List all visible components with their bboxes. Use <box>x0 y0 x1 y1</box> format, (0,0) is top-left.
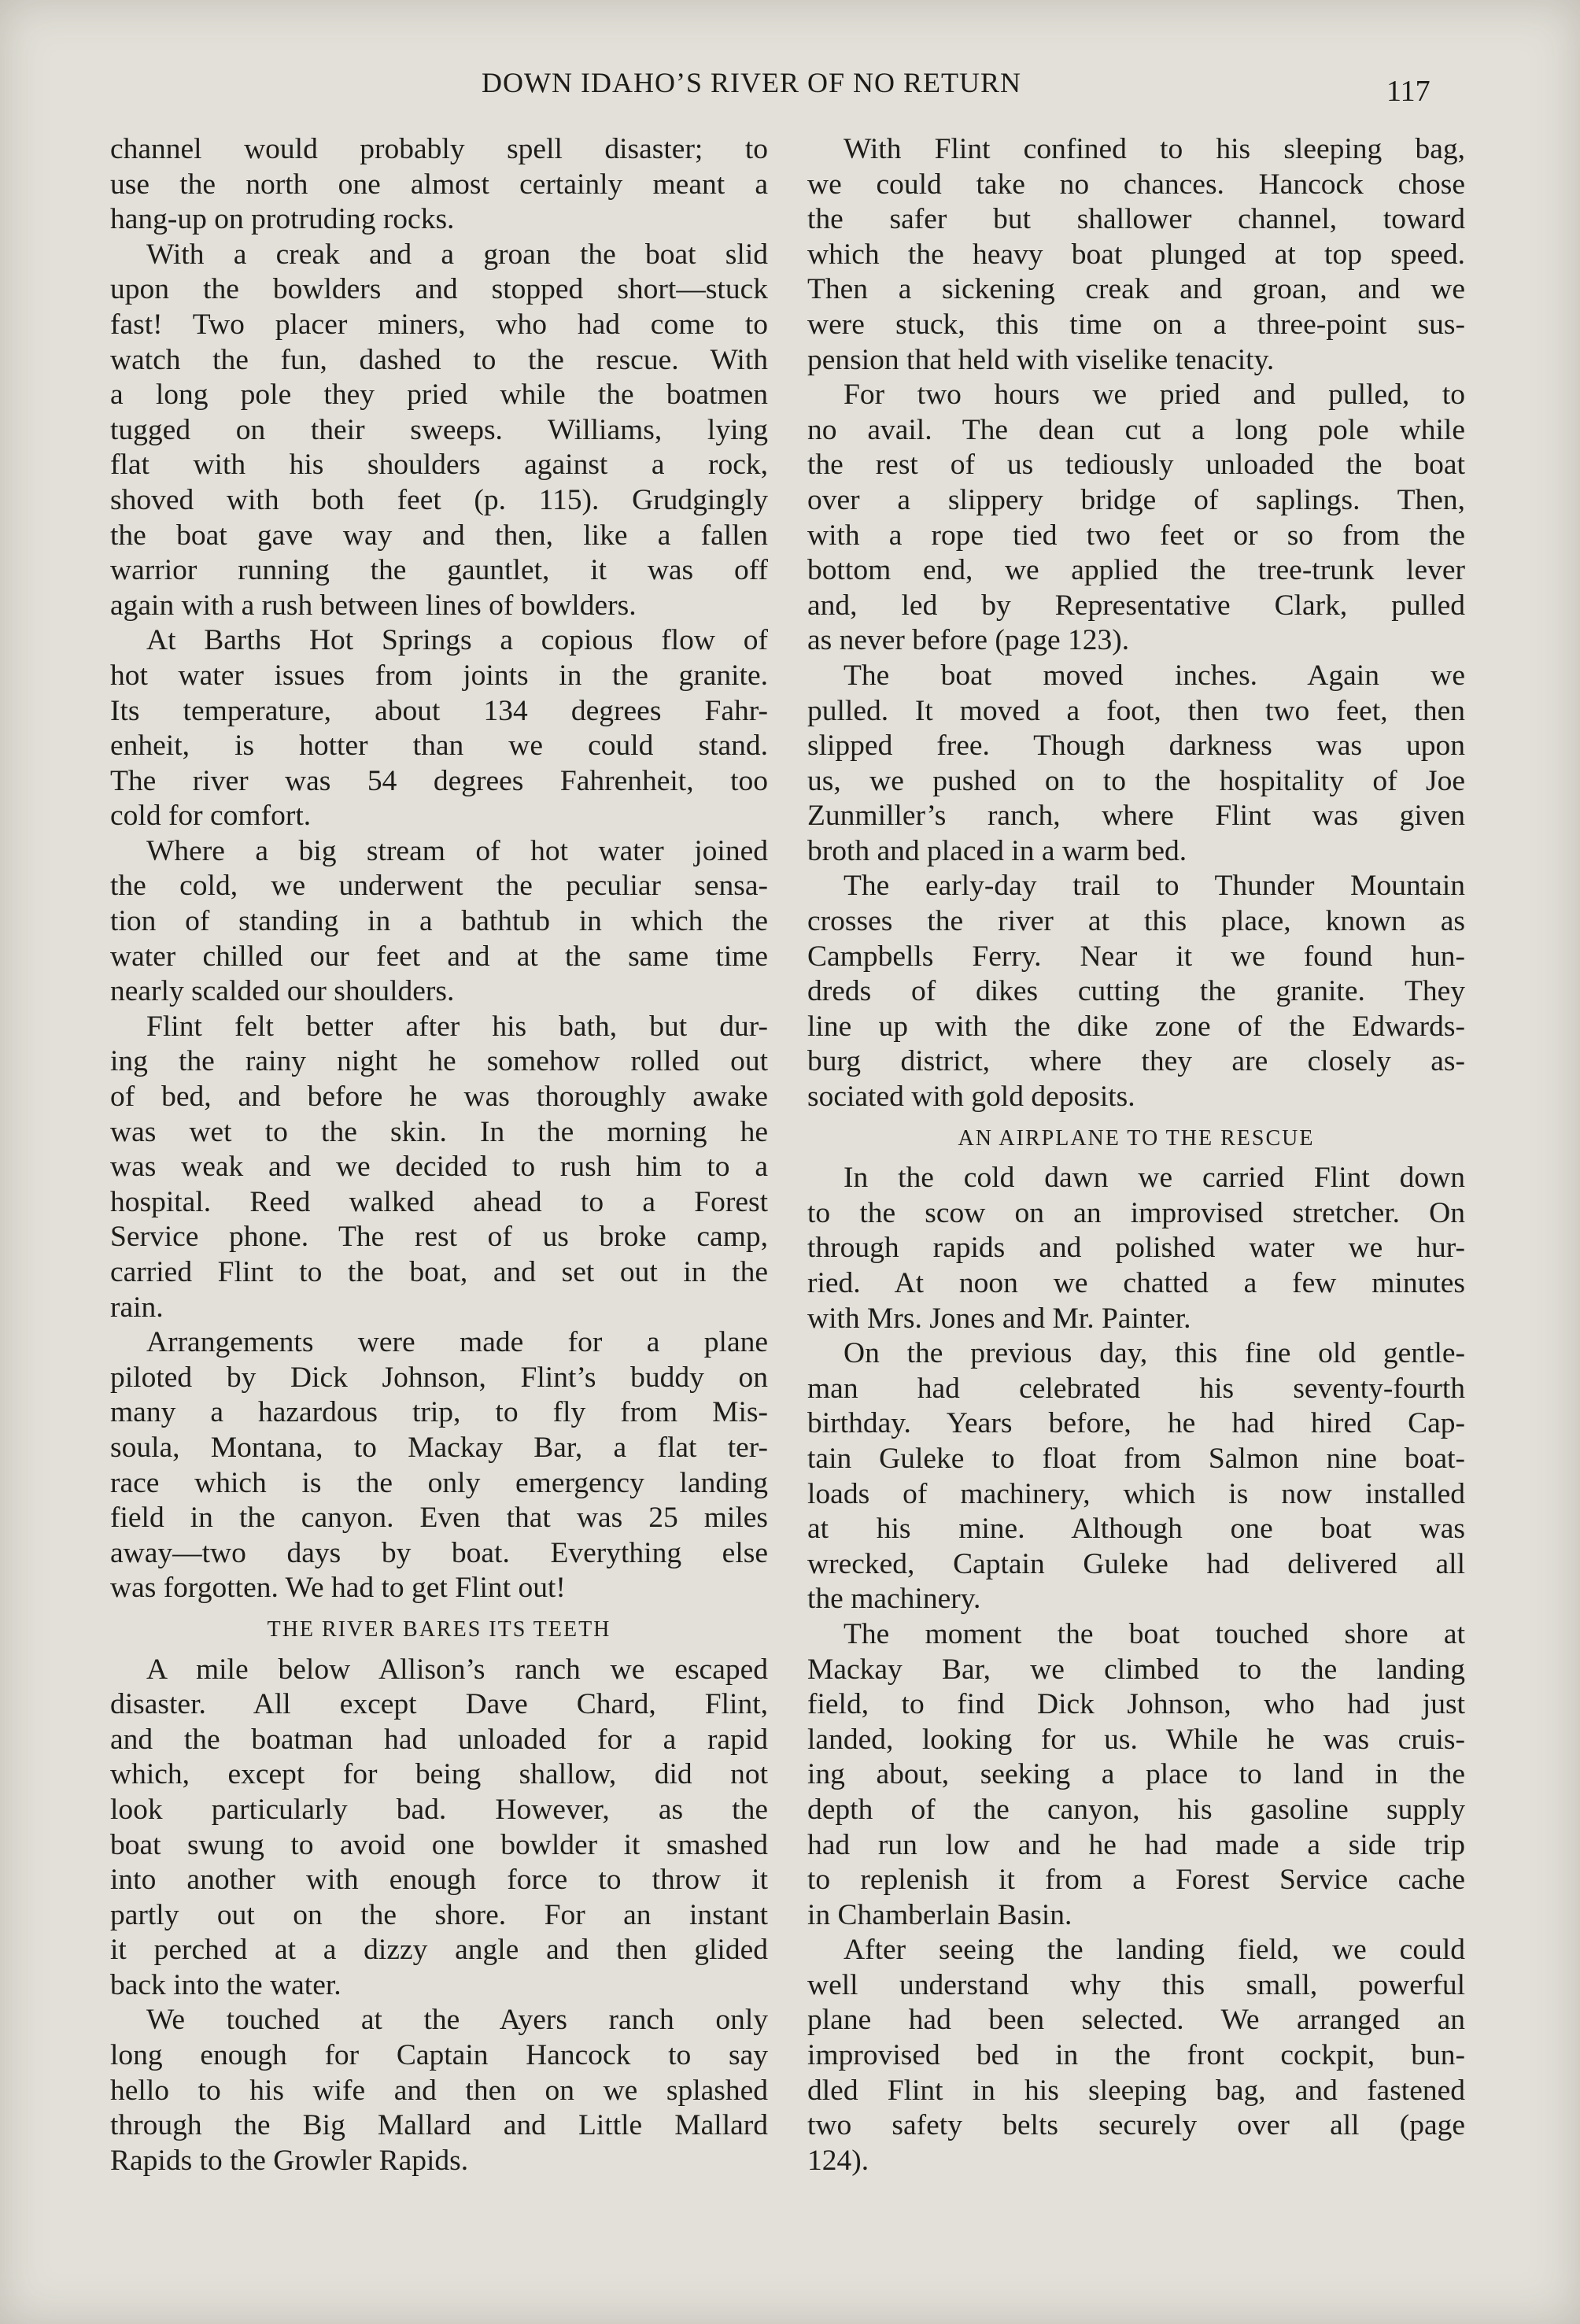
text-line: Where a big stream of hot water joined <box>146 834 768 867</box>
text-line: watch the fun, dashed to the rescue. With <box>110 343 768 376</box>
text-line: tion of standing in a bathtub in which the <box>110 905 768 938</box>
text-line: line up with the dike zone of the Edwards- <box>807 1010 1465 1043</box>
paragraph <box>807 132 1465 378</box>
text-line: enheit, is hotter than we could stand. <box>110 730 768 763</box>
paragraph <box>807 869 1465 1114</box>
text-line: Rapids to the Growler Rapids. <box>110 2144 469 2177</box>
text-line: upon the bowlders and stopped short—stuck <box>110 273 768 306</box>
text-line: landed, looking for us. While he was cruis- <box>807 1723 1465 1756</box>
text-line: In the cold dawn we carried Flint down <box>844 1162 1465 1195</box>
text-line: we could take no chances. Hancock chose <box>807 168 1465 201</box>
text-line: with a rope tied two feet or so from the <box>807 519 1465 552</box>
text-line: over a slippery bridge of saplings. Then, <box>807 483 1465 516</box>
text-line: again with a rush between lines of bowlders. <box>110 589 637 622</box>
text-line: through rapids and polished water we hur- <box>807 1232 1465 1265</box>
text-line: partly out on the shore. For an instant <box>110 1898 768 1931</box>
text-line: shoved with both feet (p. 115). Grudgingly <box>110 483 768 516</box>
section-heading: THE RIVER BARES ITS TEETH <box>267 1616 611 1642</box>
text-line: use the north one almost certainly meant a <box>110 168 768 201</box>
text-line: many a hazardous trip, to fly from Mis- <box>110 1396 768 1429</box>
text-line: tugged on their sweeps. Williams, lying <box>110 413 768 446</box>
section-heading: AN AIRPLANE TO THE RESCUE <box>958 1125 1315 1151</box>
text-line: it perched at a dizzy angle and then glided <box>110 1934 768 1967</box>
paragraph <box>807 1336 1465 1617</box>
text-line: the safer but shallower channel, toward <box>807 203 1465 236</box>
text-line: improvised bed in the front cockpit, bun- <box>807 2039 1465 2072</box>
text-line: the rest of us tediously unloaded the boat <box>807 449 1465 482</box>
text-line: back into the water. <box>110 1968 341 2001</box>
text-line: warrior running the gauntlet, it was off <box>110 554 768 587</box>
paragraph <box>807 1933 1465 2178</box>
text-line: a long pole they pried while the boatmen <box>110 379 768 412</box>
text-line: as never before (page 123). <box>807 624 1130 657</box>
paragraph <box>110 2003 768 2178</box>
running-head: DOWN IDAHO’S RIVER OF NO RETURN <box>482 67 1021 98</box>
page-number: 117 <box>1386 75 1430 108</box>
text-line: boat swung to avoid one bowlder it smashed <box>110 1828 768 1861</box>
text-line: water chilled our feet and at the same time <box>110 940 768 973</box>
text-line: into another with enough force to throw it <box>110 1864 768 1897</box>
text-line: and, led by Representative Clark, pulled <box>807 589 1465 622</box>
text-line: carried Flint to the boat, and set out in the <box>110 1256 768 1288</box>
text-line: to replenish it from a Forest Service cache <box>807 1864 1465 1897</box>
text-line: The boat moved inches. Again we <box>844 659 1465 692</box>
paragraph <box>807 1161 1465 1336</box>
text-line: pulled. It moved a foot, then two feet, then <box>807 694 1465 727</box>
paragraph <box>110 623 768 834</box>
paragraph <box>807 1617 1465 1933</box>
text-line: Arrangements were made for a plane <box>146 1326 768 1359</box>
text-line: through the Big Mallard and Little Mallard <box>110 2109 768 2142</box>
text-line: in Chamberlain Basin. <box>807 1898 1072 1931</box>
text-line: soula, Montana, to Mackay Bar, a flat ter- <box>110 1431 768 1464</box>
text-line: and the boatman had unloaded for a rapid <box>110 1723 768 1756</box>
text-line: field, to find Dick Johnson, who had just <box>807 1688 1465 1721</box>
right-column <box>807 132 1465 2178</box>
text-line: With a creak and a groan the boat slid <box>146 238 768 271</box>
left-column <box>110 132 768 2178</box>
text-line: was weak and we decided to rush him to a <box>110 1151 768 1184</box>
text-line: with Mrs. Jones and Mr. Painter. <box>807 1302 1191 1335</box>
text-line: had run low and he had made a side trip <box>807 1828 1465 1861</box>
text-line: flat with his shoulders against a rock, <box>110 449 768 482</box>
text-line: broth and placed in a warm bed. <box>807 834 1187 867</box>
text-line: ing about, seeking a place to land in the <box>807 1758 1465 1791</box>
text-line: With Flint confined to his sleeping bag, <box>844 133 1465 165</box>
text-line: For two hours we pried and pulled, to <box>844 379 1465 412</box>
text-line: nearly scalded our shoulders. <box>110 975 455 1008</box>
text-line: hospital. Reed walked ahead to a Forest <box>110 1185 768 1218</box>
text-line: the machinery. <box>807 1583 981 1616</box>
text-line: no avail. The dean cut a long pole while <box>807 413 1465 446</box>
text-line: burg district, where they are closely as- <box>807 1045 1465 1078</box>
text-line: dled Flint in his sleeping bag, and fastened <box>807 2074 1465 2107</box>
text-line: were stuck, this time on a three-point sus- <box>807 308 1465 341</box>
text-line: pension that held with viselike tenacity. <box>807 343 1275 376</box>
text-line: well understand why this small, powerful <box>807 1968 1465 2001</box>
text-line: The river was 54 degrees Fahrenheit, too <box>110 764 768 797</box>
text-line: slipped free. Though darkness was upon <box>807 730 1465 763</box>
paragraph <box>110 132 768 238</box>
text-line: hello to his wife and then on we splashed <box>110 2074 768 2107</box>
text-line: dreds of dikes cutting the granite. They <box>807 975 1465 1008</box>
text-line: birthday. Years before, he had hired Cap- <box>807 1407 1465 1440</box>
text-line: ing the rainy night he somehow rolled out <box>110 1045 768 1078</box>
text-line: which, except for being shallow, did not <box>110 1758 768 1791</box>
text-line: at his mine. Although one boat was <box>807 1513 1465 1546</box>
paragraph <box>110 238 768 624</box>
text-line: field in the canyon. Even that was 25 miles <box>110 1502 768 1535</box>
text-line: us, we pushed on to the hospitality of Joe <box>807 764 1465 797</box>
text-line: two safety belts securely over all (page <box>807 2109 1465 2142</box>
text-line: sociated with gold deposits. <box>807 1081 1135 1114</box>
text-line: Flint felt better after his bath, but dur- <box>146 1010 768 1043</box>
paragraph <box>110 1010 768 1325</box>
text-line: bottom end, we applied the tree-trunk lever <box>807 554 1465 587</box>
text-line: away—two days by boat. Everything else <box>110 1536 768 1569</box>
text-line: the cold, we underwent the peculiar sensa- <box>110 870 768 903</box>
text-line: fast! Two placer miners, who had come to <box>110 308 768 341</box>
text-line: Its temperature, about 134 degrees Fahr- <box>110 694 768 727</box>
text-line: channel would probably spell disaster; to <box>110 133 768 165</box>
text-line: Campbells Ferry. Near it we found hun- <box>807 940 1465 973</box>
text-line: ried. At noon we chatted a few minutes <box>807 1267 1465 1299</box>
text-line: tain Guleke to float from Salmon nine boat- <box>807 1442 1465 1475</box>
text-line: piloted by Dick Johnson, Flint’s buddy on <box>110 1361 768 1394</box>
text-line: to the scow on an improvised stretcher. On <box>807 1196 1465 1229</box>
text-line: hang-up on protruding rocks. <box>110 203 455 236</box>
text-line: the boat gave way and then, like a fallen <box>110 519 768 552</box>
text-line: man had celebrated his seventy-fourth <box>807 1372 1465 1405</box>
text-line: The early-day trail to Thunder Mountain <box>844 870 1465 903</box>
text-line: long enough for Captain Hancock to say <box>110 2039 768 2072</box>
text-line: race which is the only emergency landing <box>110 1466 768 1499</box>
text-line: of bed, and before he was thoroughly awake <box>110 1081 768 1114</box>
paragraph <box>110 1653 768 2004</box>
text-line: was wet to the skin. In the morning he <box>110 1115 768 1148</box>
text-line: wrecked, Captain Guleke had delivered all <box>807 1547 1465 1580</box>
text-line: look particularly bad. However, as the <box>110 1793 768 1826</box>
text-line: Zunmiller’s ranch, where Flint was given <box>807 800 1465 833</box>
text-line: 124). <box>807 2144 869 2177</box>
text-line: loads of machinery, which is now installed <box>807 1477 1465 1510</box>
text-line: After seeing the landing field, we could <box>844 1934 1465 1967</box>
paragraph <box>110 1325 768 1606</box>
text-line: Service phone. The rest of us broke camp, <box>110 1221 768 1254</box>
text-line: Mackay Bar, we climbed to the landing <box>807 1653 1465 1686</box>
text-line: depth of the canyon, his gasoline supply <box>807 1793 1465 1826</box>
text-line: hot water issues from joints in the granite. <box>110 659 768 692</box>
text-line: disaster. All except Dave Chard, Flint, <box>110 1688 768 1721</box>
text-line: which the heavy boat plunged at top speed. <box>807 238 1465 271</box>
text-line: At Barths Hot Springs a copious flow of <box>146 624 768 657</box>
text-line: rain. <box>110 1291 164 1324</box>
paragraph <box>110 834 768 1010</box>
text-line: plane had been selected. We arranged an <box>807 2004 1465 2037</box>
text-line: was forgotten. We had to get Flint out! <box>110 1572 566 1605</box>
paragraph <box>807 659 1465 870</box>
text-line: The moment the boat touched shore at <box>844 1617 1465 1650</box>
text-line: We touched at the Ayers ranch only <box>146 2004 768 2037</box>
text-line: A mile below Allison’s ranch we escaped <box>146 1653 768 1686</box>
text-line: Then a sickening creak and groan, and we <box>807 273 1465 306</box>
text-line: cold for comfort. <box>110 800 312 833</box>
text-line: On the previous day, this fine old gentle- <box>844 1337 1465 1370</box>
text-line: crosses the river at this place, known as <box>807 905 1465 938</box>
paragraph <box>807 378 1465 659</box>
